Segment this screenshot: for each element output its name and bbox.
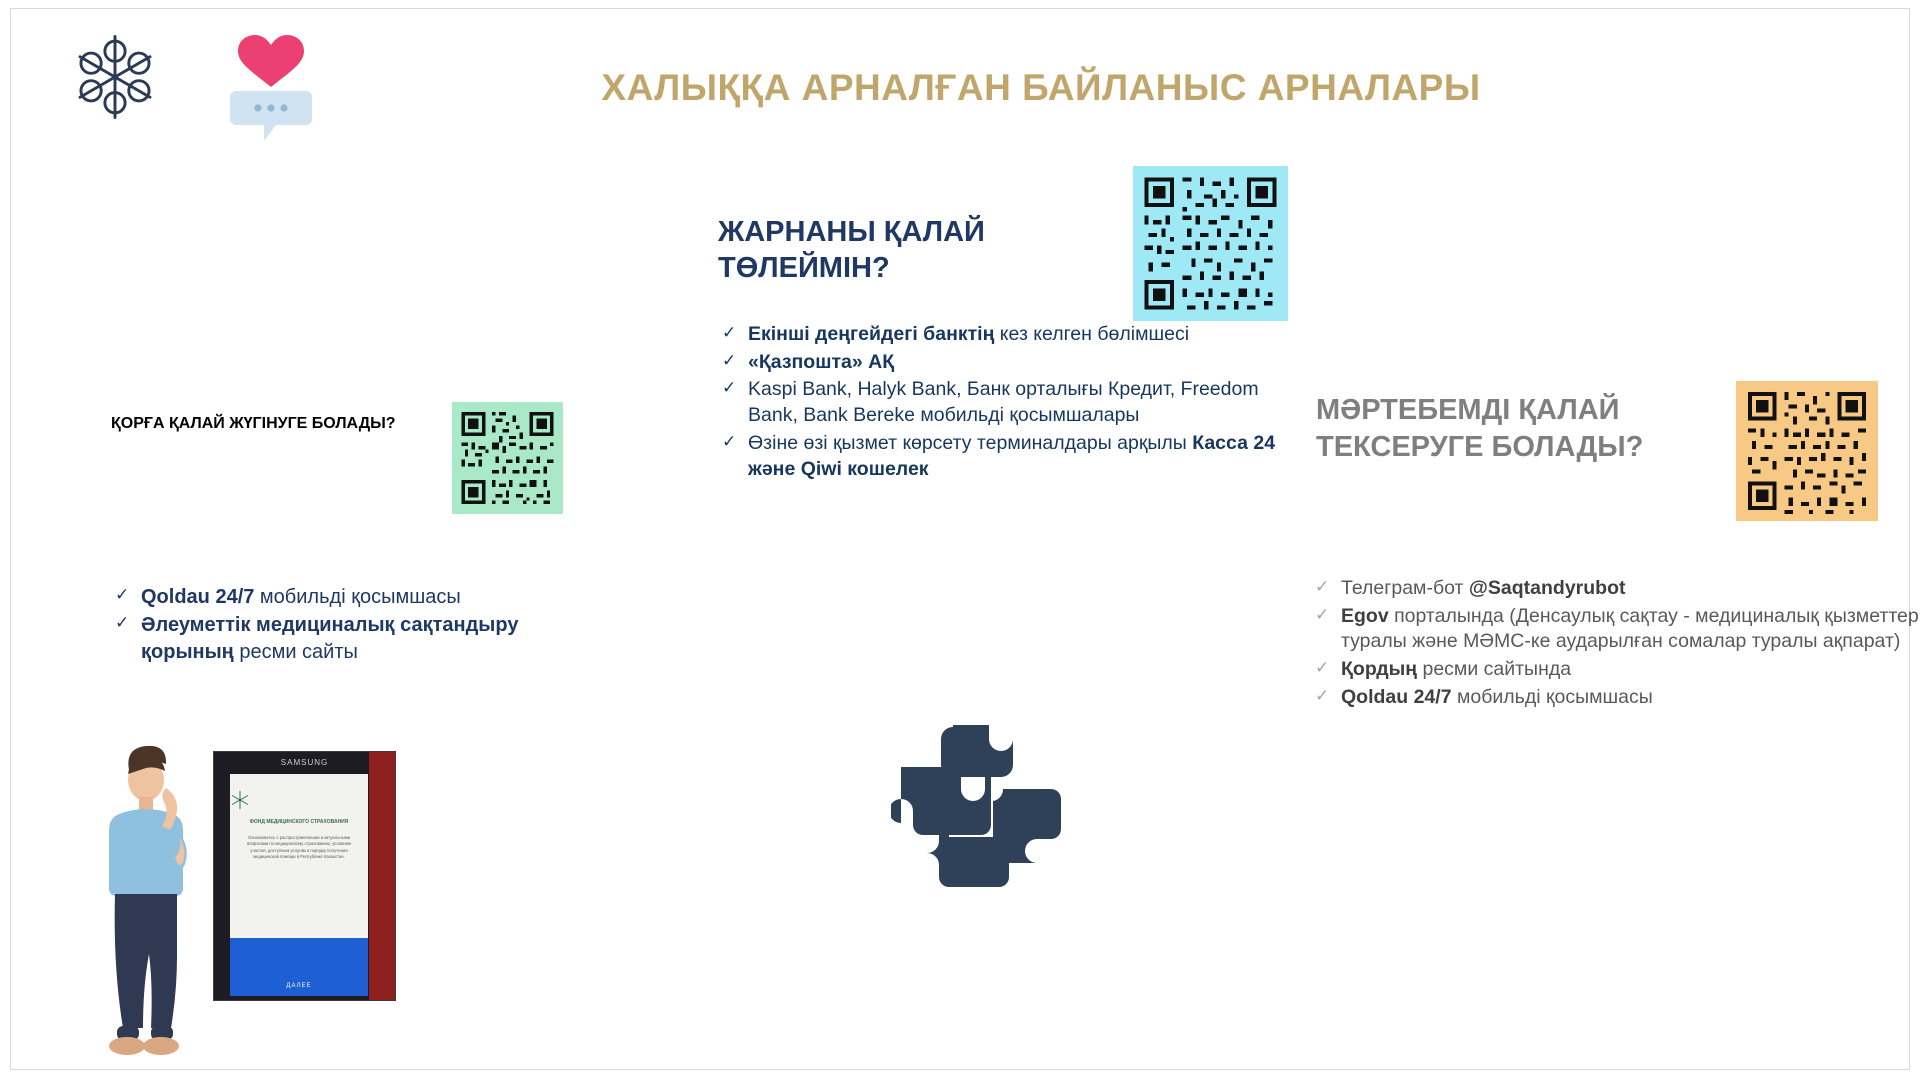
middle-block-title: ЖАРНАНЫ ҚАЛАЙ ТӨЛЕЙМІН? — [718, 216, 985, 285]
phone-screen — [230, 774, 368, 996]
left-block-title: ҚОРҒА ҚАЛАЙ ЖҮГІНУГЕ БОЛАДЫ? — [111, 415, 396, 432]
list-item — [111, 584, 591, 610]
check-icon: ✓ — [1315, 685, 1330, 705]
list-item-bold: Екінші деңгейдегі банктің — [748, 323, 995, 345]
check-icon: ✓ — [115, 585, 130, 604]
list-item-text: Kaspi Bank, Halyk Bank, Банк орталығы Кредит, Freedom Bank, Bank Bereke мобильді қосымшалары — [748, 378, 1259, 427]
list-item-bold: Қордың — [1341, 658, 1418, 681]
check-icon: ✓ — [115, 613, 130, 633]
list-item-text: Өзіне өзі қызмет көрсету терминалдары арқылы — [748, 431, 1193, 454]
list-item-bold: «Қазпошта» АҚ — [748, 350, 895, 373]
check-icon: ✓ — [1315, 604, 1330, 624]
heart-speech-bubble-icon — [216, 29, 326, 141]
list-item-bold: Egov — [1341, 604, 1389, 627]
phone-photo — [213, 751, 396, 1001]
right-block-title: МӘРТЕБЕМДІ ҚАЛАЙ ТЕКСЕРУГЕ БОЛАДЫ? — [1316, 394, 1644, 464]
right-block-list — [1311, 576, 1920, 713]
qr-code-right[interactable] — [1736, 381, 1878, 521]
phone-brand-label: SAMSUNG — [280, 758, 329, 767]
list-item — [718, 377, 1298, 428]
list-item-bold: @Saqtandyrubot — [1468, 577, 1626, 599]
list-item-text: мобильді қосымшасы — [254, 586, 461, 608]
list-item-text: ресми сайтында — [1417, 658, 1572, 681]
photo-background-strip — [369, 752, 395, 1001]
check-icon: ✓ — [1315, 658, 1330, 678]
list-item-text: ресми сайты — [233, 640, 358, 663]
qr-code-left[interactable] — [452, 402, 563, 514]
check-icon: ✓ — [1315, 577, 1330, 596]
list-item — [1311, 576, 1920, 602]
list-item — [1311, 685, 1920, 711]
list-item-text: мобильді қосымшасы — [1451, 685, 1653, 708]
puzzle-pieces-icon — [891, 719, 1071, 889]
screen-text: Ознакомьтесь с распространёнными и актуальными вопросами по медицинскому страхованию, условиям участия, доступным услугам и порядку получения медицинской помощи в Республике Казахстан. — [247, 834, 351, 859]
screen-next-button[interactable]: ДАЛЕЕ — [230, 938, 368, 996]
list-item — [1311, 604, 1920, 655]
screen-title: ФОНД МЕДИЦИНСКОГО СТРАХОВАНИЯ — [249, 819, 349, 825]
list-item-bold: Qoldau 24/7 — [141, 586, 255, 608]
page-title: ХАЛЫҚҚА АРНАЛҒАН БАЙЛАНЫС АРНАЛАРЫ — [601, 67, 1481, 108]
person-illustration — [91, 734, 201, 1064]
snowflake-logo-icon — [69, 31, 161, 123]
list-item-prefix: Телеграм-бот — [1341, 577, 1469, 599]
check-icon: ✓ — [722, 323, 737, 342]
list-item — [718, 322, 1298, 348]
snowflake-logo-small-icon — [230, 790, 250, 810]
middle-block-list — [718, 322, 1298, 484]
list-item — [1311, 657, 1920, 683]
list-item-bold: Qoldau 24/7 — [1341, 685, 1452, 708]
list-item-text: порталында (Денсаулық сақтау - медициналық қызметтер туралы және МӘМС-ке аударылған сомалар туралы ақпарат) — [1341, 604, 1919, 653]
slide-canvas — [10, 8, 1919, 1070]
list-item — [718, 350, 1298, 376]
list-item — [111, 612, 591, 665]
qr-code-middle[interactable] — [1133, 166, 1288, 321]
check-icon: ✓ — [722, 431, 737, 451]
list-item — [718, 431, 1298, 482]
check-icon: ✓ — [722, 350, 737, 370]
left-block-list — [111, 584, 591, 667]
list-item-bold: Әлеуметтік медициналық сақтандыру қорының — [141, 614, 519, 663]
check-icon: ✓ — [722, 378, 737, 398]
list-item-text: кез келген бөлімшесі — [994, 323, 1190, 345]
list-item-bold-tail: Касса 24 және Qiwi кошелек — [748, 431, 1276, 480]
